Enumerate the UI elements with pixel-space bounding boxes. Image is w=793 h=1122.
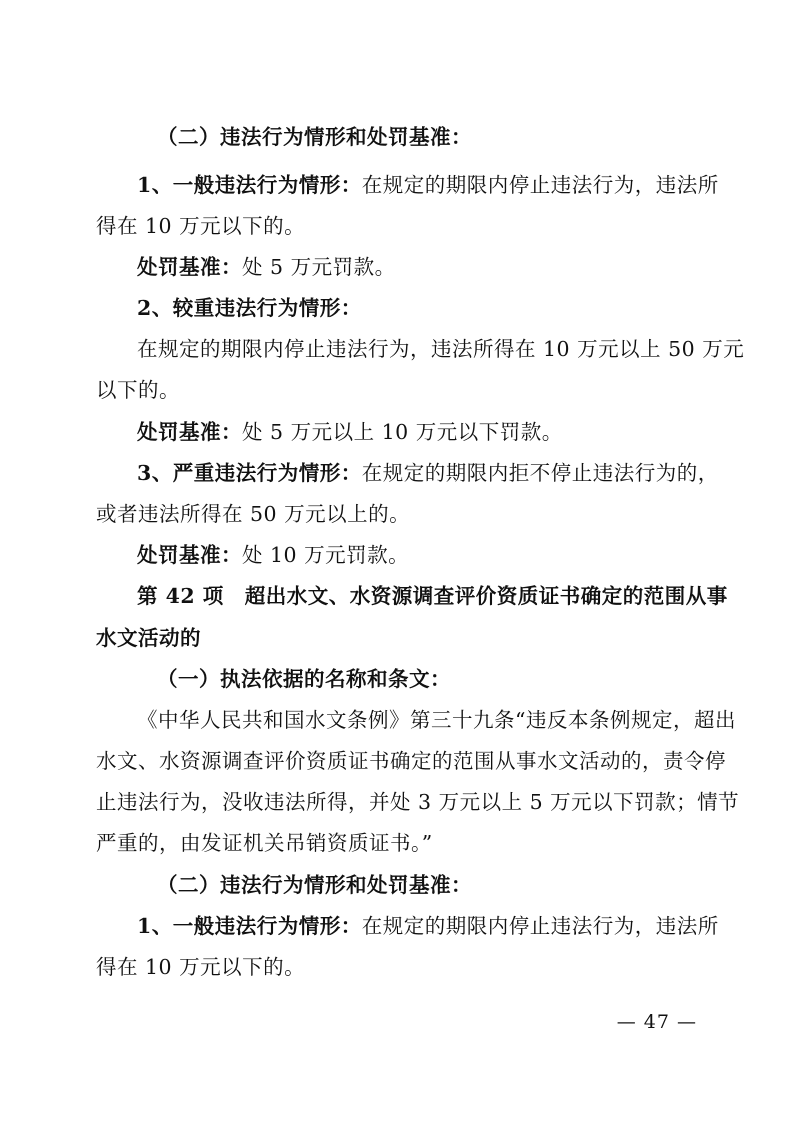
paragraph-line: 止违法行为，没收违法所得，并处 3 万元以上 5 万元以下罚款；情节 <box>96 790 740 814</box>
section-heading: （二）违法行为情形和处罚基准： <box>157 125 472 149</box>
bold-lead: 1、一般违法行为情形： <box>137 914 362 938</box>
paragraph-line <box>137 171 719 199</box>
bold-lead: 处罚基准： <box>137 255 242 279</box>
paragraph-line <box>137 541 697 569</box>
paragraph-line: 以下的。 <box>96 378 180 402</box>
section-heading: （二）违法行为情形和处罚基准： <box>157 873 472 897</box>
line-text: 处 5 万元以上 10 万元以下罚款。 <box>242 420 563 444</box>
line-text: 在规定的期限内拒不停止违法行为的， <box>361 461 719 485</box>
bold-lead: 处罚基准： <box>137 420 242 444</box>
line-text: 处 10 万元罚款。 <box>242 543 410 567</box>
paragraph-line: 水文、水资源调查评价资质证书确定的范围从事水文活动的，责令停 <box>96 749 726 773</box>
paragraph-line: 《中华人民共和国水文条例》第三十九条“违反本条例规定，超出 <box>137 708 736 732</box>
line-text: 在规定的期限内停止违法行为，违法所 <box>361 173 719 197</box>
paragraph-line: 或者违法所得在 50 万元以上的。 <box>96 502 411 526</box>
section-heading: 2、较重违法行为情形： <box>137 296 362 320</box>
line-text: 处 5 万元罚款。 <box>242 255 396 279</box>
section-heading: （一）执法依据的名称和条文： <box>157 667 451 691</box>
paragraph-line: 在规定的期限内停止违法行为，违法所得在 10 万元以上 50 万元 <box>137 337 745 361</box>
paragraph-line: 得在 10 万元以下的。 <box>96 955 306 979</box>
paragraph-line: 严重的，由发证机关吊销资质证书。” <box>96 831 433 855</box>
item-heading: 水文活动的 <box>96 626 201 650</box>
line-text: 在规定的期限内停止违法行为，违法所 <box>361 914 719 938</box>
paragraph-line <box>137 418 697 446</box>
page-number: — 47 — <box>616 1011 697 1033</box>
paragraph-line: 得在 10 万元以下的。 <box>96 214 306 238</box>
bold-lead: 处罚基准： <box>137 543 242 567</box>
bold-lead: 1、一般违法行为情形： <box>137 173 362 197</box>
bold-lead: 3、严重违法行为情形： <box>137 461 362 485</box>
paragraph-line <box>137 912 719 940</box>
item-heading: 第 42 项 超出水文、水资源调查评价资质证书确定的范围从事 <box>137 584 728 608</box>
paragraph-line <box>137 253 697 281</box>
paragraph-line <box>137 459 719 487</box>
